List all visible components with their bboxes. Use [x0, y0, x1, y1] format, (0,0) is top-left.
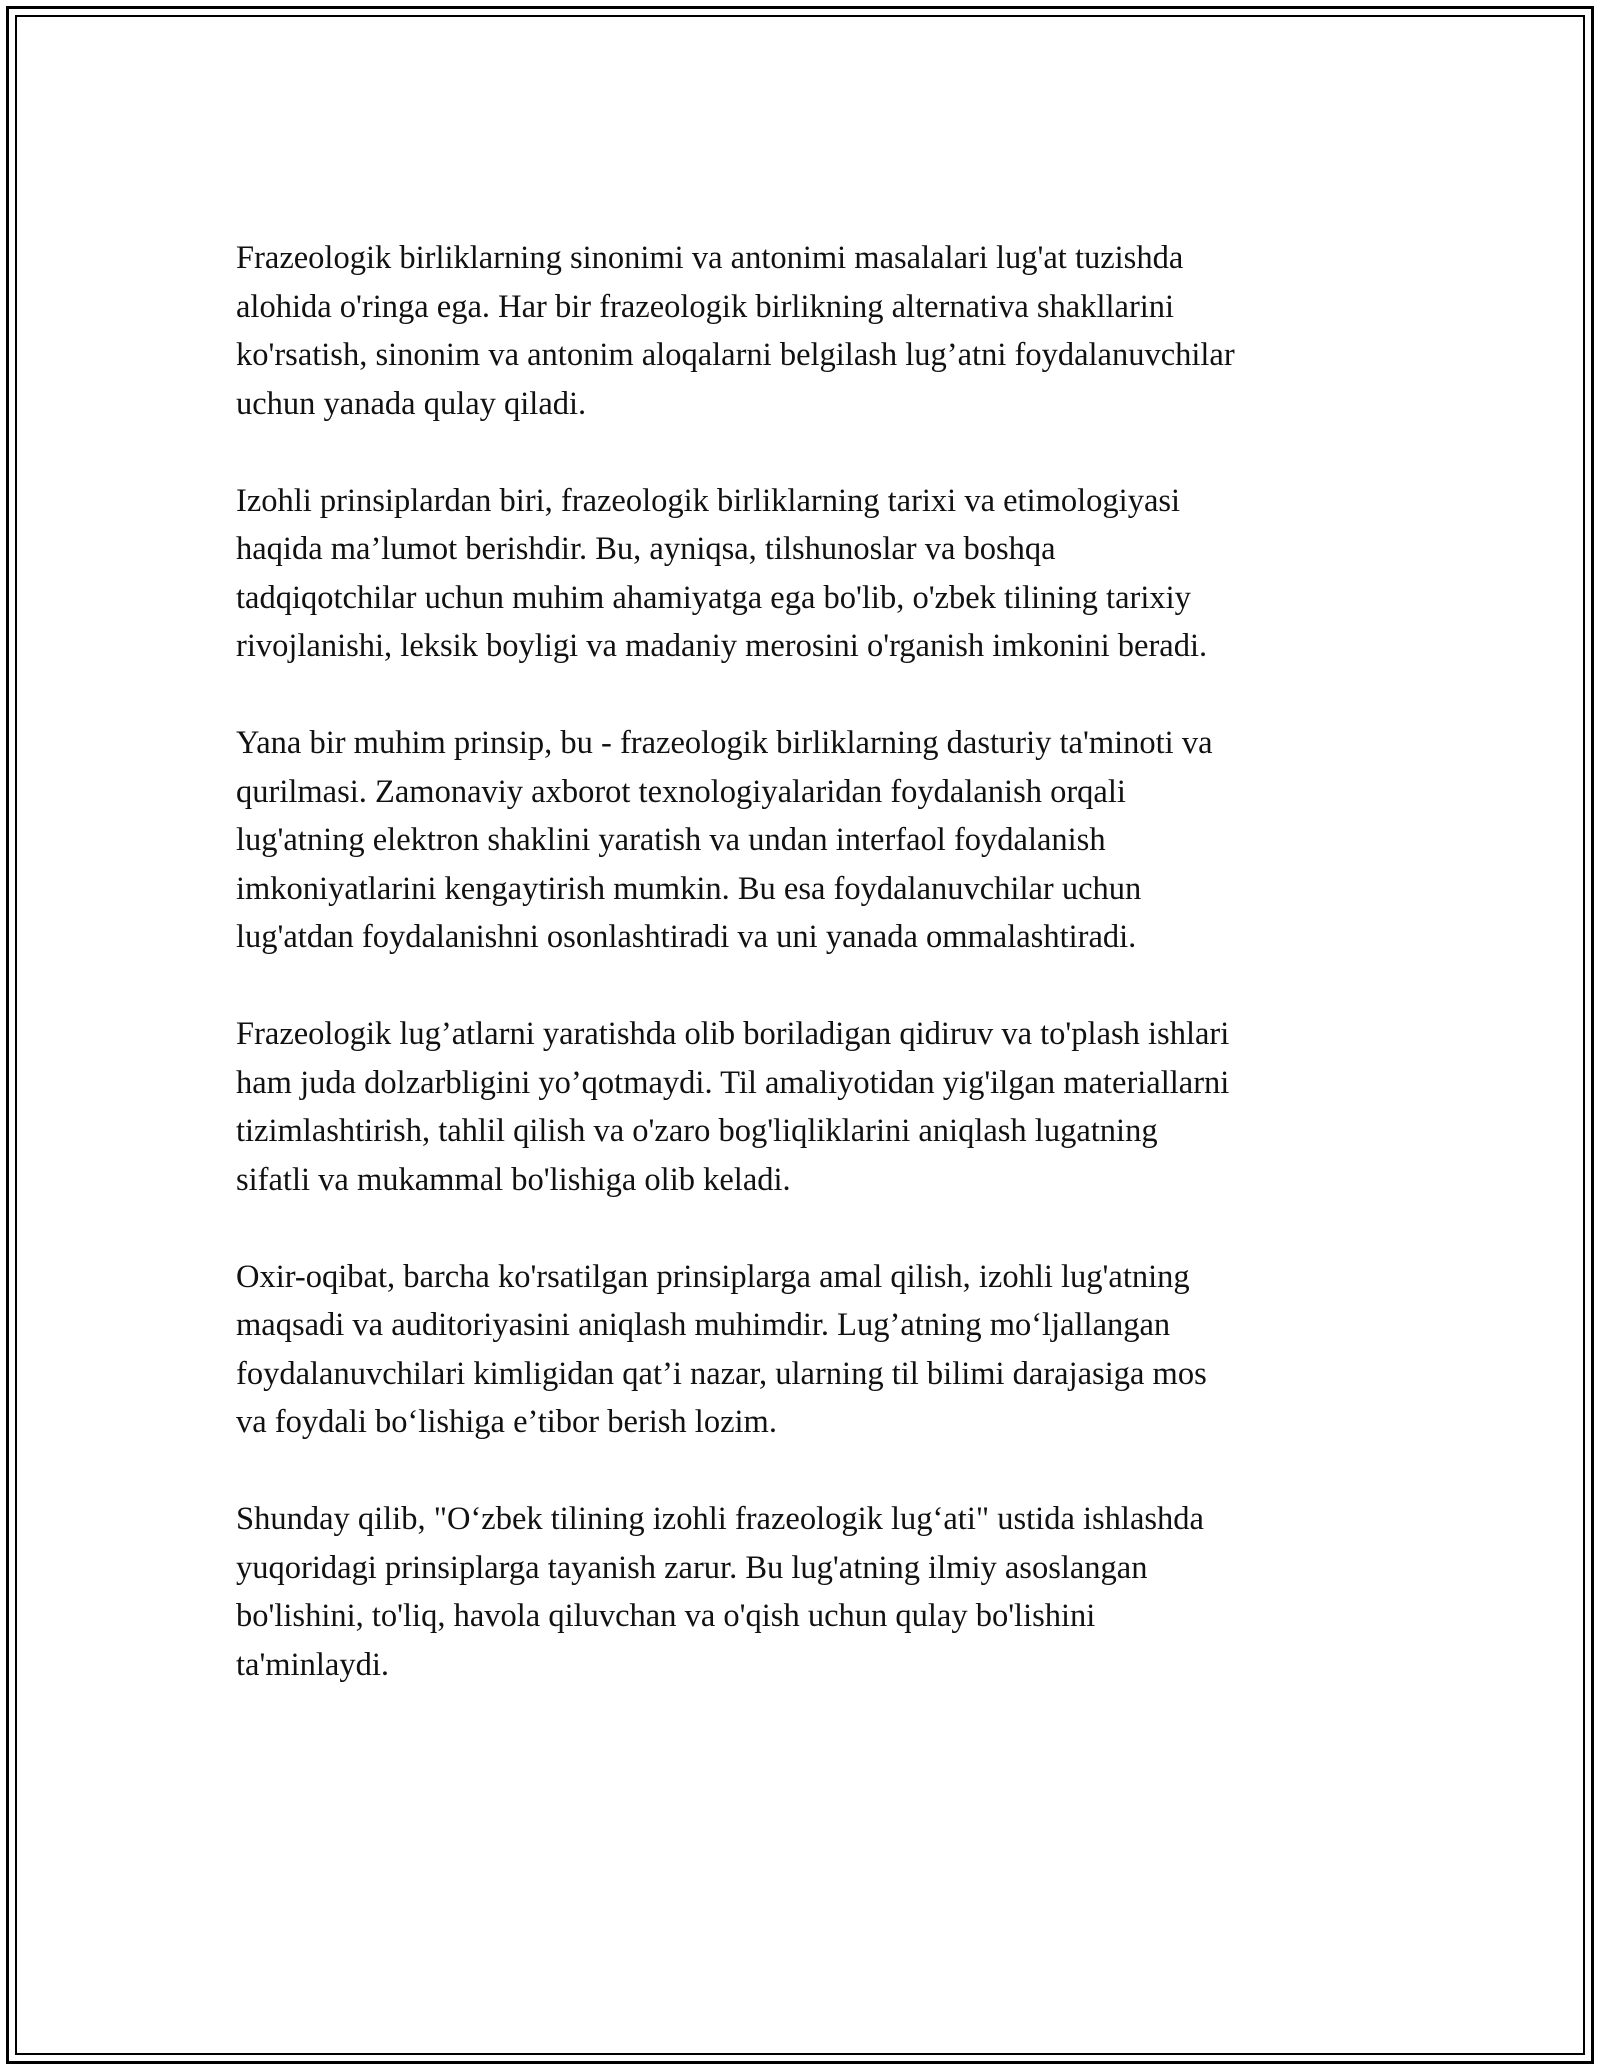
text-line: tadqiqotchilar uchun muhim ahamiyatga ega bo'lib, o'zbek tilining tarixiy [236, 579, 1191, 616]
text-line: tizimlashtirish, tahlil qilish va o'zaro bog'liqliklarini aniqlash lugatning [236, 1113, 1158, 1149]
text-line: Oxir-oqibat, barcha ko'rsatilgan prinsiplarga amal qilish, izohli lug'atning [236, 1258, 1190, 1295]
text-line: qurilmasi. Zamonaviy axborot texnologiyalaridan foydalanish orqali [236, 773, 1126, 810]
text-line: maqsadi va auditoriyasini aniqlash muhimdir. Lug’atning mo‘ljallangan [236, 1307, 1171, 1343]
document-body [236, 234, 1376, 1689]
text-line: sifatli va mukammal bo'lishiga olib keladi. [236, 1161, 791, 1198]
text-line: uchun yanada qulay qiladi. [236, 385, 587, 422]
paragraph-synonyms [236, 234, 1376, 428]
text-line: yuqoridagi prinsiplarga tayanish zarur. Bu lug'atning ilmiy asoslangan [236, 1549, 1148, 1586]
text-line: imkoniyatlarini kengaytirish mumkin. Bu esa foydalanuvchilar uchun [236, 870, 1142, 907]
text-line: Frazeologik birliklarning sinonimi va antonimi masalalari lug'at tuzishda [236, 240, 1184, 276]
text-line: foydalanuvchilari kimligidan qat’i nazar, ularning til bilimi darajasiga mos [236, 1355, 1207, 1392]
text-line: lug'atning elektron shaklini yaratish va undan interfaol foydalanish [236, 822, 1106, 858]
text-line: Yana bir muhim prinsip, bu - frazeologik birliklarning dasturiy ta'minoti va [236, 725, 1213, 761]
text-line: ko'rsatish, sinonim va antonim aloqalarni belgilash lug’atni foydalanuvchilar [236, 337, 1235, 373]
paragraph-conclusion [236, 1495, 1376, 1689]
text-line: lug'atdan foydalanishni osonlashtiradi va uni yanada ommalashtiradi. [236, 919, 1137, 955]
text-line: Izohli prinsiplardan biri, frazeologik birliklarning tarixi va etimologiyasi [236, 482, 1181, 519]
paragraph-history-etymology [236, 477, 1376, 671]
text-line: Shunday qilib, "O‘zbek tilining izohli frazeologik lug‘ati" ustida ishlashda [236, 1501, 1204, 1537]
paragraph-research-collection [236, 1010, 1376, 1204]
text-line: ta'minlaydi. [236, 1646, 389, 1683]
text-line: Frazeologik lug’atlarni yaratishda olib boriladigan qidiruv va to'plash ishlari [236, 1016, 1230, 1052]
text-line: alohida o'ringa ega. Har bir frazeologik birlikning alternativa shakllarini [236, 288, 1175, 325]
text-line: va foydali bo‘lishiga e’tibor berish lozim. [236, 1404, 777, 1440]
paragraph-software [236, 719, 1376, 962]
text-line: bo'lishini, to'liq, havola qiluvchan va o'qish uchun qulay bo'lishini [236, 1598, 1096, 1634]
paragraph-audience [236, 1253, 1376, 1447]
text-line: ham juda dolzarbligini yo’qotmaydi. Til amaliyotidan yig'ilgan materiallarni [236, 1064, 1230, 1101]
text-line: haqida ma’lumot berishdir. Bu, ayniqsa, tilshunoslar va boshqa [236, 531, 1056, 567]
text-line: rivojlanishi, leksik boyligi va madaniy merosini o'rganish imkonini beradi. [236, 628, 1208, 664]
